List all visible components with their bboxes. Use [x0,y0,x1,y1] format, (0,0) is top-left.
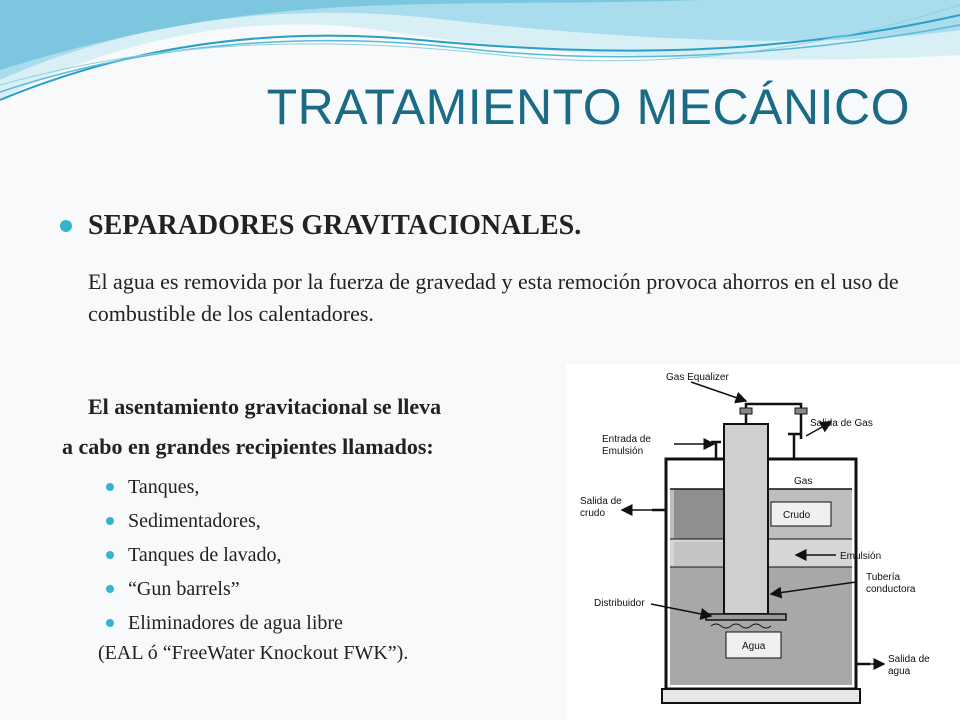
conductor-pipe [724,424,768,614]
separator-diagram [566,364,960,720]
bullet-dot-icon [106,619,114,627]
label-gas-equalizer: Gas Equalizer [666,372,729,383]
label-salida-crudo-1: Salida de [580,496,622,507]
list-item-label: “Gun barrels” [128,577,240,600]
list-item [106,606,343,640]
crudo-chamber [674,489,724,539]
eal-note: (EAL ó “FreeWater Knockout FWK”). [98,642,409,664]
label-entrada-2: Emulsión [602,446,644,457]
label-distribuidor: Distribuidor [594,598,645,609]
body-paragraph: El agua es removida por la fuerza de gravedad y esta remoción provoca ahorros en el uso de combustible de los calentadores. [88,269,899,326]
label-agua: Agua [742,641,766,652]
bullet-dot-icon [60,220,72,232]
bullet-dot-icon [106,517,114,525]
label-tuberia-1: Tubería [866,572,901,583]
list-item-label: Tanques, [128,475,200,498]
bullet-dot-icon [106,483,114,491]
asentamiento-line-2: a cabo en grandes recipientes llamados: [62,434,434,459]
label-tuberia-2: conductora [866,584,916,595]
label-entrada-1: Entrada de [602,434,651,445]
list-item-label: Sedimentadores, [128,509,261,532]
bullet-dot-icon [106,585,114,593]
recipientes-list [106,470,343,640]
list-item [106,572,343,606]
asentamiento-line-1: El asentamiento gravitacional se lleva [88,394,442,419]
bullet-dot-icon [106,551,114,559]
label-salida-gas: Salida de Gas [810,418,873,429]
label-salida-crudo-2: crudo [580,508,606,519]
slide-title: TRATAMIENTO MECÁNICO [266,79,910,135]
label-crudo: Crudo [783,510,811,521]
label-salida-agua-2: agua [888,666,911,677]
distribuidor-plate [706,614,786,620]
label-gas: Gas [794,476,813,487]
label-emulsion: Emulsión [840,551,882,562]
list-item [106,538,343,572]
label-salida-agua-1: Salida de [888,654,930,665]
vessel-base [662,689,860,703]
list-item [106,504,343,538]
section-bullet [60,210,581,242]
list-item-label: Tanques de lavado, [128,543,282,566]
list-item [106,470,343,504]
emulsion-chamber [674,542,724,566]
section-heading: SEPARADORES GRAVITACIONALES. [88,210,582,241]
list-item-label: Eliminadores de agua libre [128,611,343,634]
